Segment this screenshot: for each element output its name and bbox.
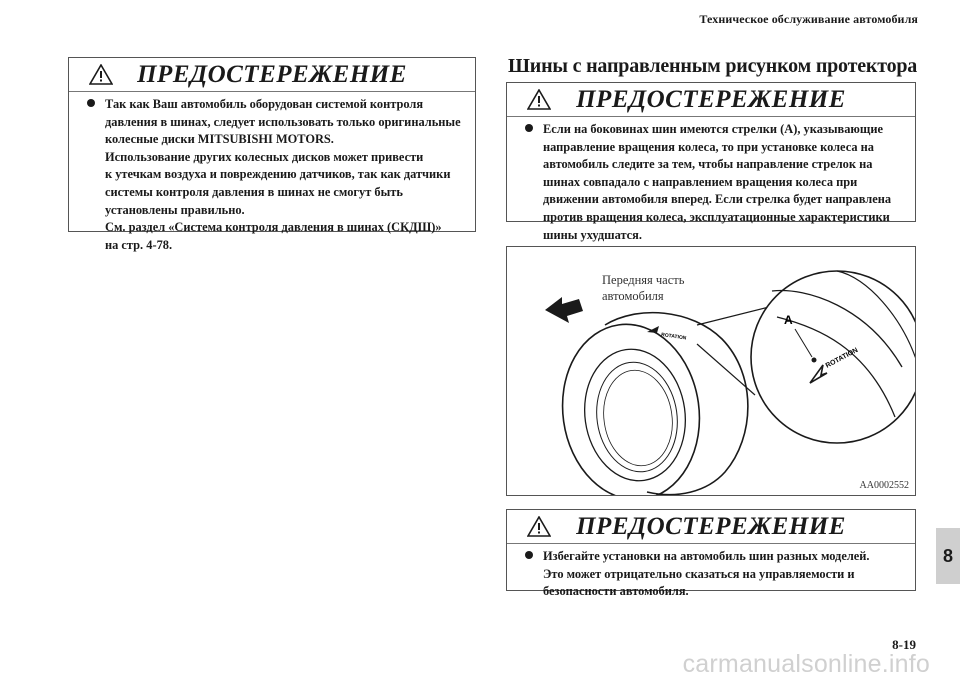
zoom-rotation-label: ROTATION	[824, 346, 860, 370]
warning-box-rims	[68, 57, 476, 252]
front-direction-arrow-icon	[545, 297, 583, 323]
warning-line: Избегайте установки на автомобиль шин разных моделей.	[543, 549, 870, 563]
warning-text	[69, 92, 475, 258]
warning-text	[507, 117, 915, 248]
warning-header	[69, 58, 475, 92]
warning-line: движении автомобиля вперед. Если стрелка будет направлена	[543, 192, 892, 207]
warning-line: Использование других колесных дисков может привести	[105, 149, 424, 164]
watermark: carmanualsonline.info	[682, 650, 930, 678]
zoom-circle	[751, 271, 916, 443]
warning-box-direction	[506, 82, 916, 242]
warning-header	[507, 83, 915, 117]
figure-label-line: Передняя часть	[602, 273, 685, 287]
page-number: 8-19	[892, 637, 916, 652]
bullet-icon	[525, 124, 533, 132]
rim-outer	[576, 343, 693, 488]
warning-line: автомобиль следите за тем, чтобы направление стрелок на	[543, 157, 873, 172]
warning-line: шинах совпадало с направлением вращения колеса при	[543, 174, 858, 189]
warning-line: на стр. 4-78.	[105, 237, 173, 252]
figure-label	[602, 272, 684, 304]
warning-line: направление вращения колеса, то при установке колеса на	[543, 139, 874, 154]
warning-line: См. раздел «Система контроля давления в шинах (СКДШ)»	[105, 220, 442, 235]
warning-line: колесные диски MITSUBISHI MOTORS.	[105, 132, 334, 147]
warning-triangle-icon	[527, 516, 551, 537]
figure-code: AA0002552	[859, 480, 909, 491]
warning-line: Если на боковинах шин имеются стрелки (A), указывающие	[543, 122, 883, 136]
section-title: Шины с направленным рисунком протектора	[508, 55, 918, 77]
marker-a: A	[784, 313, 793, 327]
chapter-tab: 8	[936, 528, 960, 584]
warning-line: установлены правильно.	[105, 202, 245, 217]
warning-line: Это может отрицательно сказаться на управляемости и	[543, 566, 855, 581]
tire-illustration	[507, 247, 916, 496]
tire-sidewall	[551, 315, 710, 496]
warning-line: безопасности автомобиля.	[543, 584, 689, 599]
warning-title: ПРЕДОСТЕРЕЖЕНИЕ	[137, 60, 407, 88]
bullet-icon	[87, 99, 95, 107]
bullet-icon	[525, 551, 533, 559]
tire-rotation-figure	[506, 246, 916, 496]
warning-triangle-icon	[89, 64, 113, 85]
warning-line: системы контроля давления в шинах не смогут быть	[105, 184, 403, 199]
warning-title: ПРЕДОСТЕРЕЖЕНИЕ	[576, 85, 846, 113]
small-rotation-label: ROTATION	[660, 332, 687, 342]
warning-triangle-icon	[527, 89, 551, 110]
warning-text	[507, 544, 915, 605]
warning-line: против вращения колеса, эксплуатационные характеристики	[543, 209, 890, 224]
warning-title: ПРЕДОСТЕРЕЖЕНИЕ	[576, 512, 846, 540]
figure-label-line: автомобиля	[602, 289, 664, 303]
warning-line: Так как Ваш автомобиль оборудован системой контроля	[105, 97, 424, 111]
warning-line: к утечкам воздуха и повреждению датчиков, так как датчики	[105, 167, 451, 182]
warning-line: шины ухудшатся.	[543, 227, 642, 242]
warning-header	[507, 510, 915, 544]
page-header: Техническое обслуживание автомобиля	[699, 12, 918, 26]
warning-line: давления в шинах, следует использовать только оригинальные	[105, 114, 461, 129]
warning-box-mixed-tires	[506, 509, 916, 599]
